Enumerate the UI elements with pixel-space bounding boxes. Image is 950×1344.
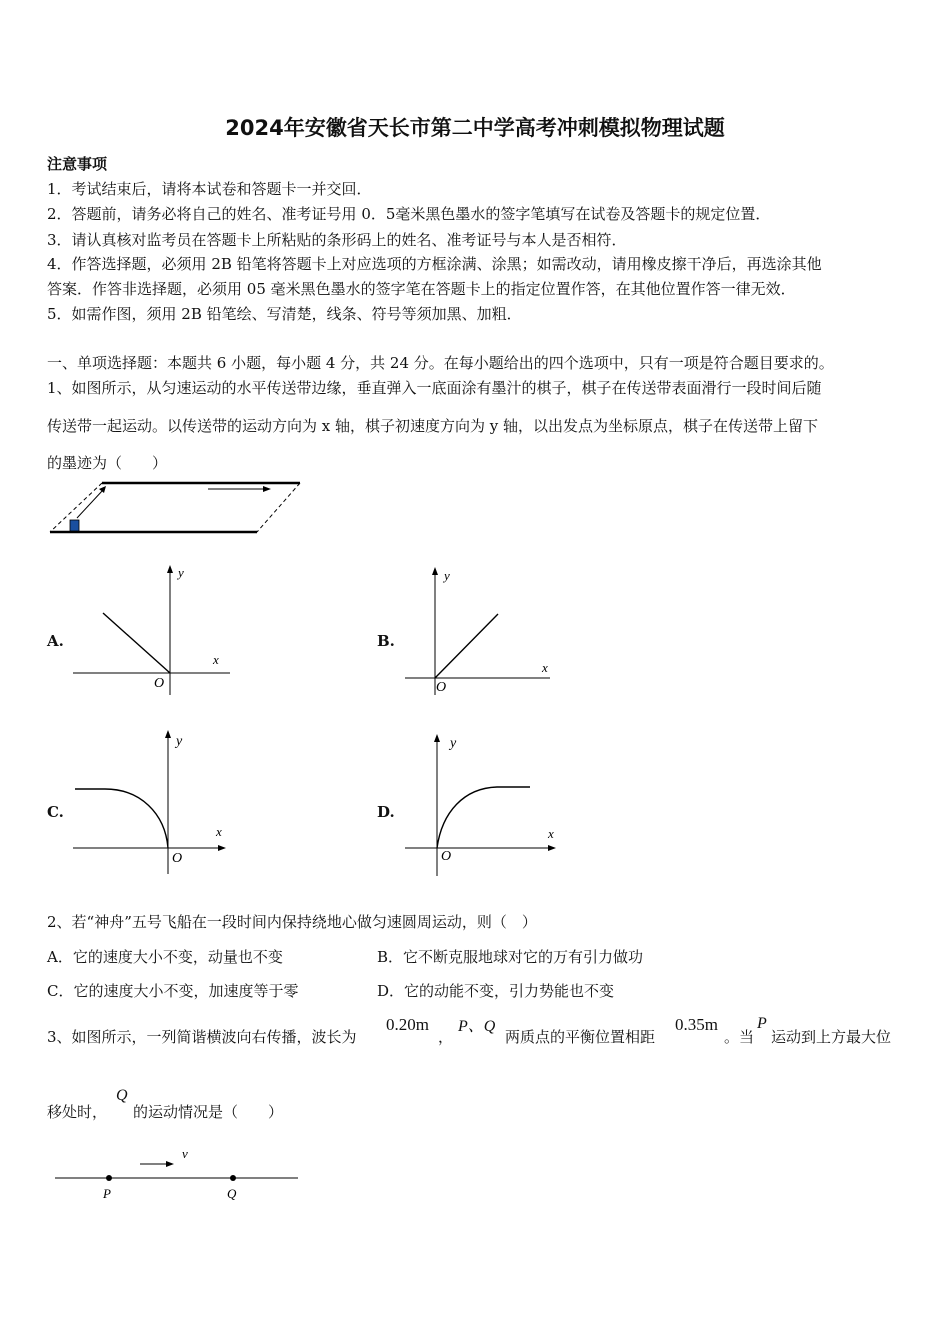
- x-axis-label: x: [548, 826, 554, 841]
- option-b-label: B.: [377, 632, 395, 650]
- q3-stem-part4: 运动到上方最大位: [771, 1028, 892, 1046]
- conveyor-belt-figure: [45, 478, 305, 540]
- y-axis-label: y: [176, 734, 183, 749]
- q2-option-c: C．它的速度大小不变，加速度等于零: [47, 982, 299, 1000]
- notice-item: 1．考试结束后，请将本试卷和答题卡一并交回．: [47, 180, 372, 198]
- notice-item: 答案．作答非选择题，必须用 05 毫米黑色墨水的签字笔在答题卡上的指定位置作答，在其他位置作答一律无效．: [47, 280, 796, 298]
- q2-option-a: A．它的速度大小不变，动量也不变: [47, 948, 283, 966]
- option-c-label: C.: [47, 803, 64, 821]
- x-axis-label: x: [213, 652, 219, 667]
- notice-item: 4．作答选择题，必须用 2B 铅笔将答题卡上对应选项的方框涂满、涂黑；如需改动，请用橡皮擦干净后，再选涂其他: [47, 255, 822, 273]
- q3-stem-part1: 3、如图所示，一列简谐横波向右传播，波长为: [47, 1028, 357, 1046]
- notice-item: 5．如需作图，须用 2B 铅笔绘、写清楚，线条、符号等须加黑、加粗．: [47, 305, 522, 323]
- q3-q: Q: [116, 1087, 128, 1104]
- wave-figure: [52, 1140, 302, 1205]
- p-label: P: [103, 1186, 111, 1201]
- page-title: 2024年安徽省天长市第二中学高考冲刺模拟物理试题: [225, 116, 725, 140]
- q1-stem-line2: 传送带一起运动。以传送带的运动方向为 x 轴，棋子初速度方向为 y 轴，以出发点为坐标原点，棋子在传送带上留下: [47, 417, 819, 435]
- option-a-label: A.: [47, 632, 64, 650]
- origin-label: O: [154, 676, 165, 691]
- point-p: [106, 1175, 112, 1181]
- velocity-label: v: [182, 1146, 188, 1161]
- q1-stem-line3: 的墨迹为（ ）: [47, 454, 168, 472]
- chess-piece-icon: [70, 520, 79, 531]
- q3-comma: ，: [438, 1028, 454, 1046]
- notice-item: 3．请认真核对监考员在答题卡上所粘贴的条形码上的姓名、准考证号与本人是否相符．: [47, 231, 627, 249]
- q3-stem-part2: 两质点的平衡位置相距: [505, 1028, 656, 1046]
- notice-heading: 注意事项: [47, 155, 108, 173]
- q-label: Q: [227, 1186, 237, 1201]
- option-c-graph: [70, 728, 235, 878]
- origin-label: O: [172, 851, 183, 866]
- q2-option-b: B．它不断克服地球对它的万有引力做功: [377, 948, 644, 966]
- option-b-graph: [400, 565, 560, 700]
- x-axis-label: x: [542, 660, 548, 675]
- option-d-graph: [402, 732, 562, 880]
- y-axis-label: y: [450, 736, 457, 751]
- q3-p: P: [757, 1015, 767, 1032]
- y-axis-label: y: [444, 568, 450, 583]
- notice-item: 2．答题前，请务必将自己的姓名、准考证号用 0．5毫米黑色墨水的签字笔填写在试卷及答题卡的规定位置．: [47, 205, 771, 223]
- x-axis-label: x: [216, 824, 222, 839]
- point-q: [230, 1175, 236, 1181]
- arrow-right-icon: [166, 1161, 174, 1167]
- q3-stem-part3: 。当: [724, 1028, 755, 1046]
- section-heading: 一、单项选择题：本题共 6 小题，每小题 4 分，共 24 分。在每小题给出的四个选项中，只有一项是符合题目要求的。: [47, 354, 834, 372]
- q3-distance: 0.35m: [675, 1015, 718, 1034]
- q3-stem-part5: 移处时，: [47, 1103, 108, 1121]
- q2-stem: 2、若“神舟”五号飞船在一段时间内保持绕地心做匀速圆周运动，则（ ）: [47, 913, 537, 931]
- q2-option-d: D．它的动能不变，引力势能也不变: [377, 982, 615, 1000]
- y-axis-label: y: [178, 565, 184, 580]
- option-a-graph: [70, 563, 235, 698]
- option-d-label: D.: [377, 803, 395, 821]
- origin-label: O: [441, 849, 452, 864]
- q1-stem-line1: 1、如图所示，从匀速运动的水平传送带边缘，垂直弹入一底面涂有墨汁的棋子，棋子在传送带表面滑行一段时间后随: [47, 379, 822, 397]
- origin-label: O: [436, 680, 447, 695]
- q3-stem-part6: 的运动情况是（ ）: [133, 1103, 284, 1121]
- q3-wavelength: 0.20m: [386, 1015, 429, 1034]
- q3-pq: P、Q: [458, 1018, 496, 1035]
